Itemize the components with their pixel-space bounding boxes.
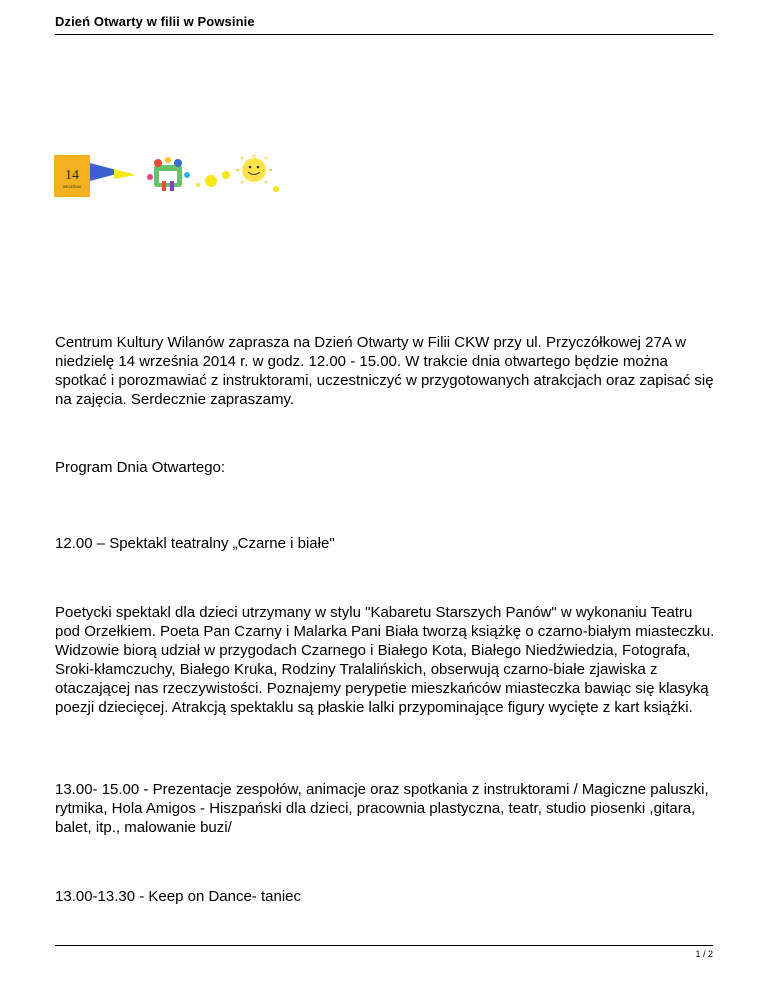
sun-icon [236, 155, 272, 183]
page-header-title: Dzień Otwarty w filii w Powsinie [55, 14, 255, 29]
intro-paragraph: Centrum Kultury Wilanów zaprasza na Dzień Otwarty w Filii CKW przy ul. Przyczółkowej 27A w niedzielę 14 września 2014 r. w godz. 12.00 - 15.00. W trakcie dnia otwartego będzie można spotkać i porozmawiać z instruktorami, uczestniczyć w przygotowanych atrakcjach oraz zapisać się na zajęcia. Serdecznie zapraszamy. [55, 334, 714, 408]
header-divider [55, 34, 713, 35]
date-number: 14 [65, 168, 79, 183]
footer-divider [55, 945, 713, 946]
program-item-1-description: Poetycki spektakl dla dzieci utrzymany w stylu "Kabaretu Starszych Panów" w wykonaniu Teatru pod Orzełkiem. Poeta Pan Czarny i Malarka Pani Biała tworzą książkę o czarno-białym miasteczku. Widzowie biorą udział w przygodach Czarnego i Białego Kota, Białego Niedźwiedzia, Fotografa, Sroki-kłamczuchy, Białego Kruka, Rodziny Tralalińskich, obserwują czarno-białe zjawiska z otaczającej nas rzeczywistości. Poznajemy perypetie mieszkańców miasteczka bawiąc się klasyką poezji dziecięcej. Atrakcją spektaklu są płaskie lalki przypominające figury wycięte z kart książki. [55, 604, 715, 716]
date-caption: WRZEŚNIA [62, 185, 82, 189]
page-number: 1 / 2 [695, 949, 713, 959]
program-heading: Program Dnia Otwartego: [55, 459, 226, 476]
program-item-1: 12.00 – Spektakl teatralny „Czarne i białe" [55, 535, 335, 552]
program-item-2: 13.00- 15.00 - Prezentacje zespołów, animacje oraz spotkania z instruktorami / Magiczne paluszki, rytmika, Hola Amigos - Hiszpański dla dzieci, pracownia plastyczna, teatr, studio piosenki ,gitara, balet, itp., malowanie buzi/ [55, 781, 709, 836]
event-banner-image [54, 155, 282, 197]
program-item-3: 13.00-13.30 - Keep on Dance- taniec [55, 888, 301, 905]
